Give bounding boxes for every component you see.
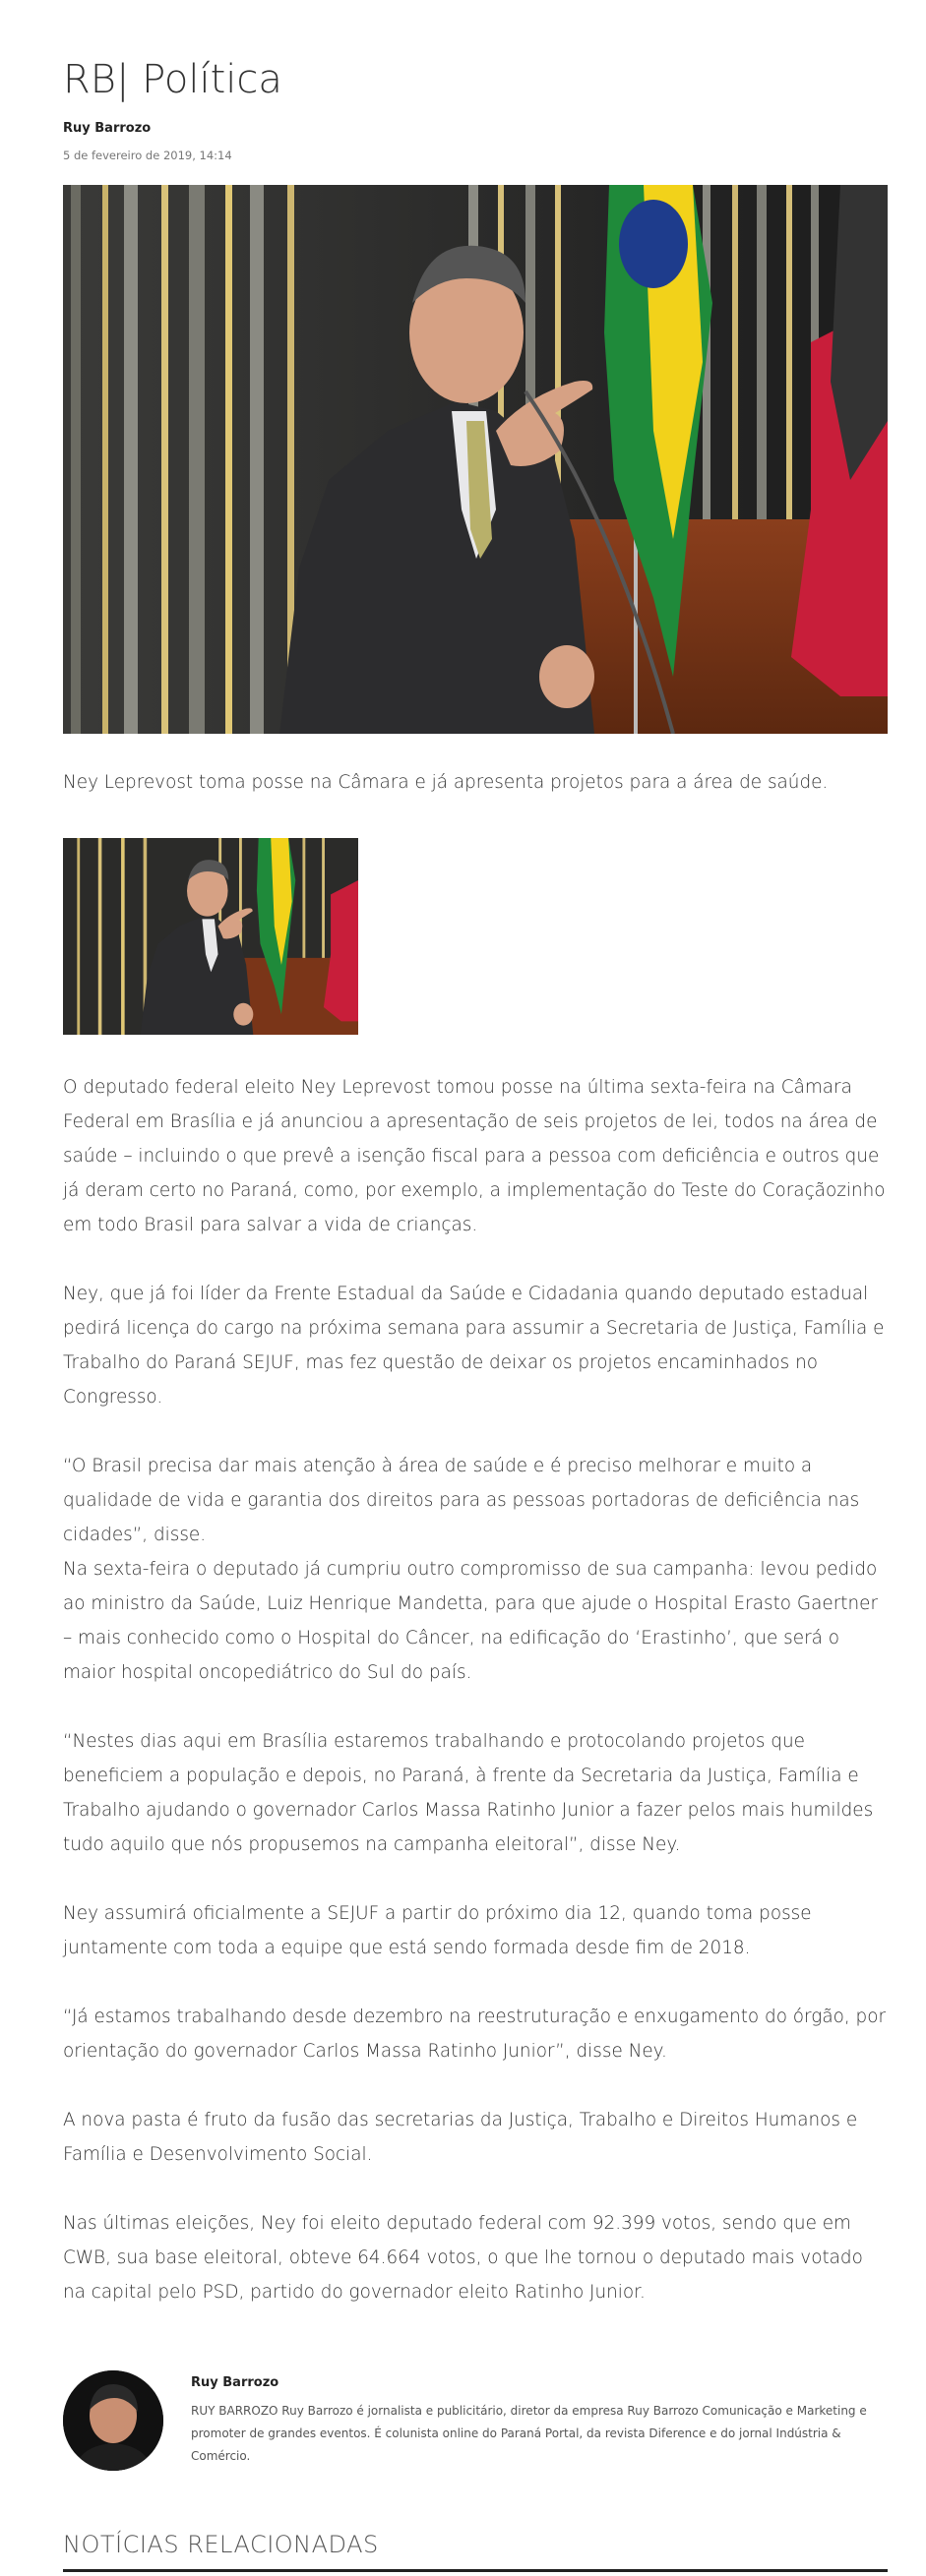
related-news-heading: NOTÍCIAS RELACIONADAS xyxy=(63,2531,379,2558)
page-title: RB| Política xyxy=(63,57,282,102)
article-paragraph: “Nestes dias aqui em Brasília estaremos trabalhando e protocolando projetos que beneficiem a população e depois, no Paraná, à frente da Secretaria da Justiça, Família e Trabalho ajudando o governador Carlos Massa Ratinho Junior a fazer pelos mais humildes tudo aquilo que nós propusemos na campanha eleitoral”, disse Ney. xyxy=(63,1731,874,1855)
thumbnail-illustration xyxy=(63,838,358,1035)
article-paragraph: O deputado federal eleito Ney Leprevost tomou posse na última sexta-feira na Câmara Federal em Brasília e já anunciou a apresentação de seis projetos de lei, todos na área de saúde – incluindo o que prevê a isenção fiscal para a pessoa com deficiência e outros que já deram certo no Paraná, como, por exemplo, a implementação do Teste do Coraçãozinho em todo Brasil para salvar a vida de crianças. xyxy=(63,1077,886,1235)
article-paragraph: Ney assumirá oficialmente a SEJUF a partir do próximo dia 12, quando toma posse juntamente com toda a equipe que está sendo formada desde fim de 2018. xyxy=(63,1903,812,1958)
author-avatar[interactable] xyxy=(63,2370,163,2471)
article-paragraph: Nas últimas eleições, Ney foi eleito deputado federal com 92.399 votos, sendo que em CWB, sua base eleitoral, obteve 64.664 votos, o que lhe tornou o deputado mais votado na capital pelo PSD, partido do governador eleito Ratinho Junior. xyxy=(63,2213,863,2303)
article-paragraph: Ney, que já foi líder da Frente Estadual da Saúde e Cidadania quando deputado estadual pedirá licença do cargo na próxima semana para assumir a Secretaria de Justiça, Família e Trabalho do Paraná SEJUF, mas fez questão de deixar os projetos encaminhados no Congresso. xyxy=(63,1284,885,1408)
article-author[interactable]: Ruy Barrozo xyxy=(63,121,152,136)
hero-image xyxy=(63,185,888,734)
author-box-name[interactable]: Ruy Barrozo xyxy=(191,2375,279,2390)
article-date: 5 de fevereiro de 2019, 14:14 xyxy=(63,149,232,162)
author-box-bio: RUY BARROZO Ruy Barrozo é jornalista e publicitário, diretor da empresa Ruy Barrozo Comunicação e Marketing e promoter de grandes eventos. É colunista online do Paraná Portal, da revista Diference e do jornal Indústria & Comércio. xyxy=(191,2404,867,2463)
avatar-illustration xyxy=(63,2370,163,2471)
article-paragraph: “Já estamos trabalhando desde dezembro na reestruturação e enxugamento do órgão, por orientação do governador Carlos Massa Ratinho Junior”, disse Ney. xyxy=(63,2007,887,2062)
article-thumbnail-image[interactable] xyxy=(63,838,358,1035)
article-paragraph: Na sexta-feira o deputado já cumpriu outro compromisso de sua campanha: levou pedido ao ministro da Saúde, Luiz Henrique Mandetta, para que ajude o Hospital Erasto Gaertner – mais conhecido como o Hospital do Câncer, na edificação do ‘Erastinho’, que será o maior hospital oncopediátrico do Sul do país. xyxy=(63,1559,879,1683)
image-caption: Ney Leprevost toma posse na Câmara e já apresenta projetos para a área de saúde. xyxy=(63,772,829,793)
article-paragraph: “O Brasil precisa dar mais atenção à área de saúde e é preciso melhorar e muito a qualidade de vida e garantia dos direitos para as pessoas portadoras de deficiência nas cidades”, disse. xyxy=(63,1456,860,1545)
related-news-divider xyxy=(63,2569,888,2572)
hero-illustration xyxy=(63,185,888,734)
article-paragraph: A nova pasta é fruto da fusão das secretarias da Justiça, Trabalho e Direitos Humanos e Família e Desenvolvimento Social. xyxy=(63,2110,858,2165)
